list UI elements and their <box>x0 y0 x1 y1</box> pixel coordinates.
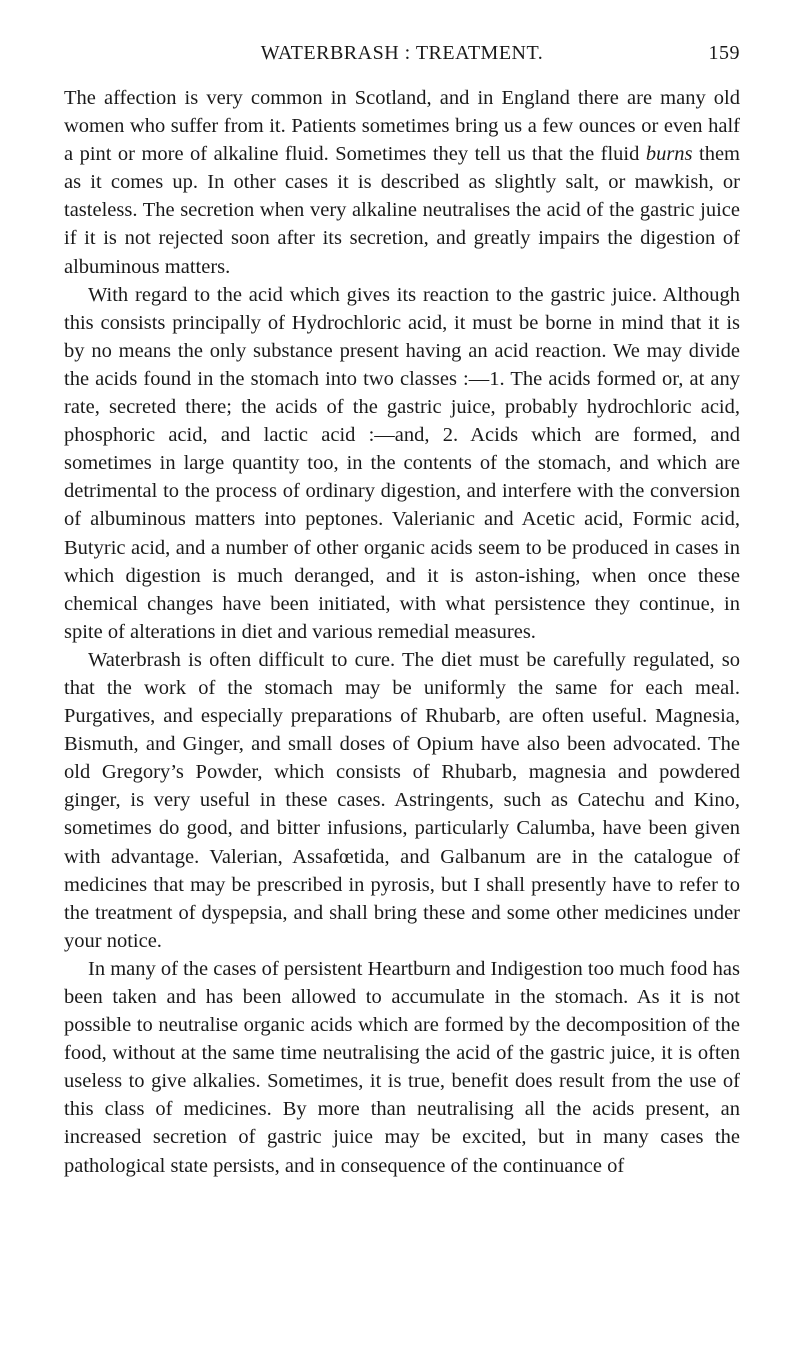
paragraph-1-text-start: The affection is very common in Scotland, and in England there are many old women who suffer from it. Patients sometimes bring us a few ounces or even half a pint or more of alkaline fluid. Sometimes they tell us that the fluid <box>64 87 740 166</box>
page-number: 159 <box>708 42 740 64</box>
paragraph-3: Waterbrash is often difficult to cure. The diet must be carefully regulated, so that the work of the stomach may be uniformly the same for each meal. Purgatives, and especially preparations of Rhubarb, are often useful. Magnesia, Bismuth, and Ginger, and small doses of Opium have also been advocated. The old Gregory’s Powder, which consists of Rhubarb, magnesia and powdered ginger, is very useful in these cases. Astringents, such as Catechu and Kino, sometimes do good, and bitter infusions, particularly Calumba, have been given with advantage. Valerian, Assafœtida, and Galbanum are in the catalogue of medicines that may be prescribed in pyrosis, but I shall presently have to refer to the treatment of dyspepsia, and shall bring these and some other medicines under your notice. <box>64 648 740 952</box>
running-head: WATERBRASH : TREATMENT. <box>260 42 544 64</box>
paragraph-1-text-end: them as it comes up. In other cases it is described as slightly salt, or mawkish, or tasteless. The secretion when very alkaline neutralises the acid of the gastric juice if it is not rejected soon after its secretion, and greatly impairs the digestion of albuminous matters. <box>64 143 741 278</box>
paragraph-1 <box>64 84 740 281</box>
body-text <box>64 84 740 1180</box>
book-page <box>64 42 740 1180</box>
paragraph-2: With regard to the acid which gives its reaction to the gastric juice. Although this consists principally of Hydrochloric acid, it must be borne in mind that it is by no means the only substance present having an acid reaction. We may divide the acids found in the stomach into two classes :—1. The acids formed or, at any rate, secreted there; the acids of the gastric juice, probably hydrochloric acid, phosphoric acid, and lactic acid :—and, 2. Acids which are formed, and sometimes in large quantity too, in the contents of the stomach, and which are detrimental to the process of ordinary digestion, and interfere with the conversion of albuminous matters into peptones. Valerianic and Acetic acid, Formic acid, Butyric acid, and a number of other organic acids seem to be produced in cases in which digestion is much deranged, and it is aston-ishing, when once these chemical changes have been initiated, with what persistence they continue, in spite of alterations in diet and various remedial measures. <box>64 283 740 643</box>
page-header <box>64 42 740 82</box>
italic-word: burns <box>645 143 693 166</box>
paragraph-4: In many of the cases of persistent Heartburn and Indigestion too much food has been taken and has been allowed to accumulate in the stomach. As it is not possible to neutralise organic acids which are formed by the decomposition of the food, without at the same time neutralising the acid of the gastric juice, it is often useless to give alkalies. Sometimes, it is true, benefit does result from the use of this class of medicines. By more than neutralising all the acids present, an increased secretion of gastric juice may be excited, but in many cases the pathological state persists, and in consequence of the continuance of <box>64 957 740 1177</box>
